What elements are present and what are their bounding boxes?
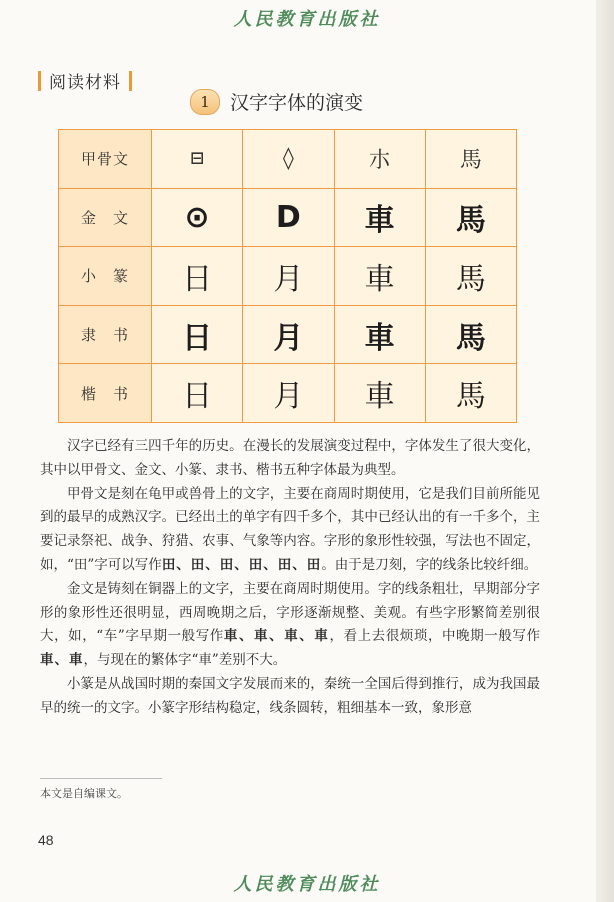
inline-glyph-examples: 車、車 bbox=[40, 652, 84, 669]
glyph-cell: 車 bbox=[334, 305, 425, 364]
row-label: 楷 书 bbox=[59, 364, 152, 423]
glyph-cell: 車 bbox=[334, 364, 425, 423]
section-tag bbox=[38, 68, 132, 93]
script-evolution-table bbox=[58, 129, 517, 423]
title-number-badge: 1 bbox=[190, 89, 220, 115]
paragraph-oracle-bone bbox=[40, 483, 540, 578]
publisher-footer: 人民教育出版社 bbox=[233, 874, 381, 895]
glyph-cell: 月 bbox=[243, 305, 334, 364]
glyph-cell: ◊ bbox=[243, 130, 334, 189]
table-row-regular bbox=[59, 364, 517, 423]
page-number: 48 bbox=[38, 832, 54, 848]
paragraph-bronze bbox=[40, 578, 540, 673]
glyph-cell: ⊙ bbox=[152, 188, 243, 247]
glyph-cell: 馬 bbox=[425, 130, 516, 189]
page-edge-shadow bbox=[596, 0, 614, 902]
footnote: 本文是自编课文。 bbox=[40, 787, 128, 800]
row-label: 金 文 bbox=[59, 188, 152, 247]
row-label: 隶 书 bbox=[59, 305, 152, 364]
glyph-cell: 馬 bbox=[425, 364, 516, 423]
title-text: 汉字字体的演变 bbox=[230, 92, 364, 114]
paragraph-intro: 汉字已经有三四千年的历史。在漫长的发展演变过程中，字体发生了很大变化，其中以甲骨文、金文、小篆、隶书、楷书五种字体最为典型。 bbox=[40, 438, 540, 478]
row-label: 小 篆 bbox=[59, 247, 152, 306]
paragraph-text: 。由于是刀刻，字的线条比较纤细。 bbox=[321, 556, 538, 573]
publisher-header: 人民教育出版社 bbox=[233, 9, 381, 30]
article-title bbox=[190, 88, 363, 115]
paragraph-text: ，看上去很烦琐，中晚期一般写作 bbox=[329, 628, 541, 645]
paragraph-text: 甲骨文是刻在龟甲或兽骨上的文字，主要在商周时期使用，它是我们目前所能见到的最早的成熟汉字。已经出土的单字有四千多个，其中已经认出的有一千多个，主要记录祭祀、战争、狩猎、农事、气象等内容。字形的象形性较强，写法也不固定，如，“田”字可以写作 bbox=[40, 485, 540, 573]
footnote-divider bbox=[40, 778, 162, 779]
table-row-clerical bbox=[59, 305, 517, 364]
inline-glyph-examples: 車、車、車、車 bbox=[223, 628, 330, 645]
glyph-cell: 日 bbox=[152, 247, 243, 306]
glyph-cell: 馬 bbox=[425, 247, 516, 306]
glyph-cell: ⊟ bbox=[152, 130, 243, 189]
glyph-cell: 日 bbox=[152, 364, 243, 423]
glyph-cell: 月 bbox=[243, 364, 334, 423]
article-body bbox=[40, 435, 540, 721]
table-row-bronze bbox=[59, 188, 517, 247]
row-label: 甲骨文 bbox=[59, 130, 152, 189]
glyph-cell: 馬 bbox=[425, 188, 516, 247]
glyph-cell: 朩 bbox=[334, 130, 425, 189]
table-row-small-seal bbox=[59, 247, 517, 306]
paragraph-text: ，与现在的繁体字“車”差别不大。 bbox=[83, 652, 287, 669]
inline-glyph-examples: 田、田、田、田、田、田 bbox=[161, 556, 322, 573]
glyph-cell: 月 bbox=[243, 247, 334, 306]
glyph-cell: 車 bbox=[334, 188, 425, 247]
paragraph-text: 金文是铸刻在铜器上的文字，主要在商周时期使用。字的线条粗壮，早期部分字形的象形性还很明显，西周晚期之后，字形逐渐规整、美观。有些字形繁简差别很大，如，“车”字早期一般写作 bbox=[40, 580, 540, 645]
glyph-cell: 馬 bbox=[425, 305, 516, 364]
glyph-cell: 車 bbox=[334, 247, 425, 306]
section-tag-label: 阅读材料 bbox=[49, 73, 121, 93]
paragraph-small-seal: 小篆是从战国时期的秦国文字发展而来的，秦统一全国后得到推行，成为我国最早的统一的文字。小篆字形结构稳定，线条圆转，粗细基本一致，象形意 bbox=[40, 675, 540, 716]
glyph-cell: 日 bbox=[152, 305, 243, 364]
glyph-cell: D bbox=[243, 188, 334, 247]
table-row-oracle bbox=[59, 130, 517, 189]
section-tag-bar-right bbox=[129, 71, 132, 91]
